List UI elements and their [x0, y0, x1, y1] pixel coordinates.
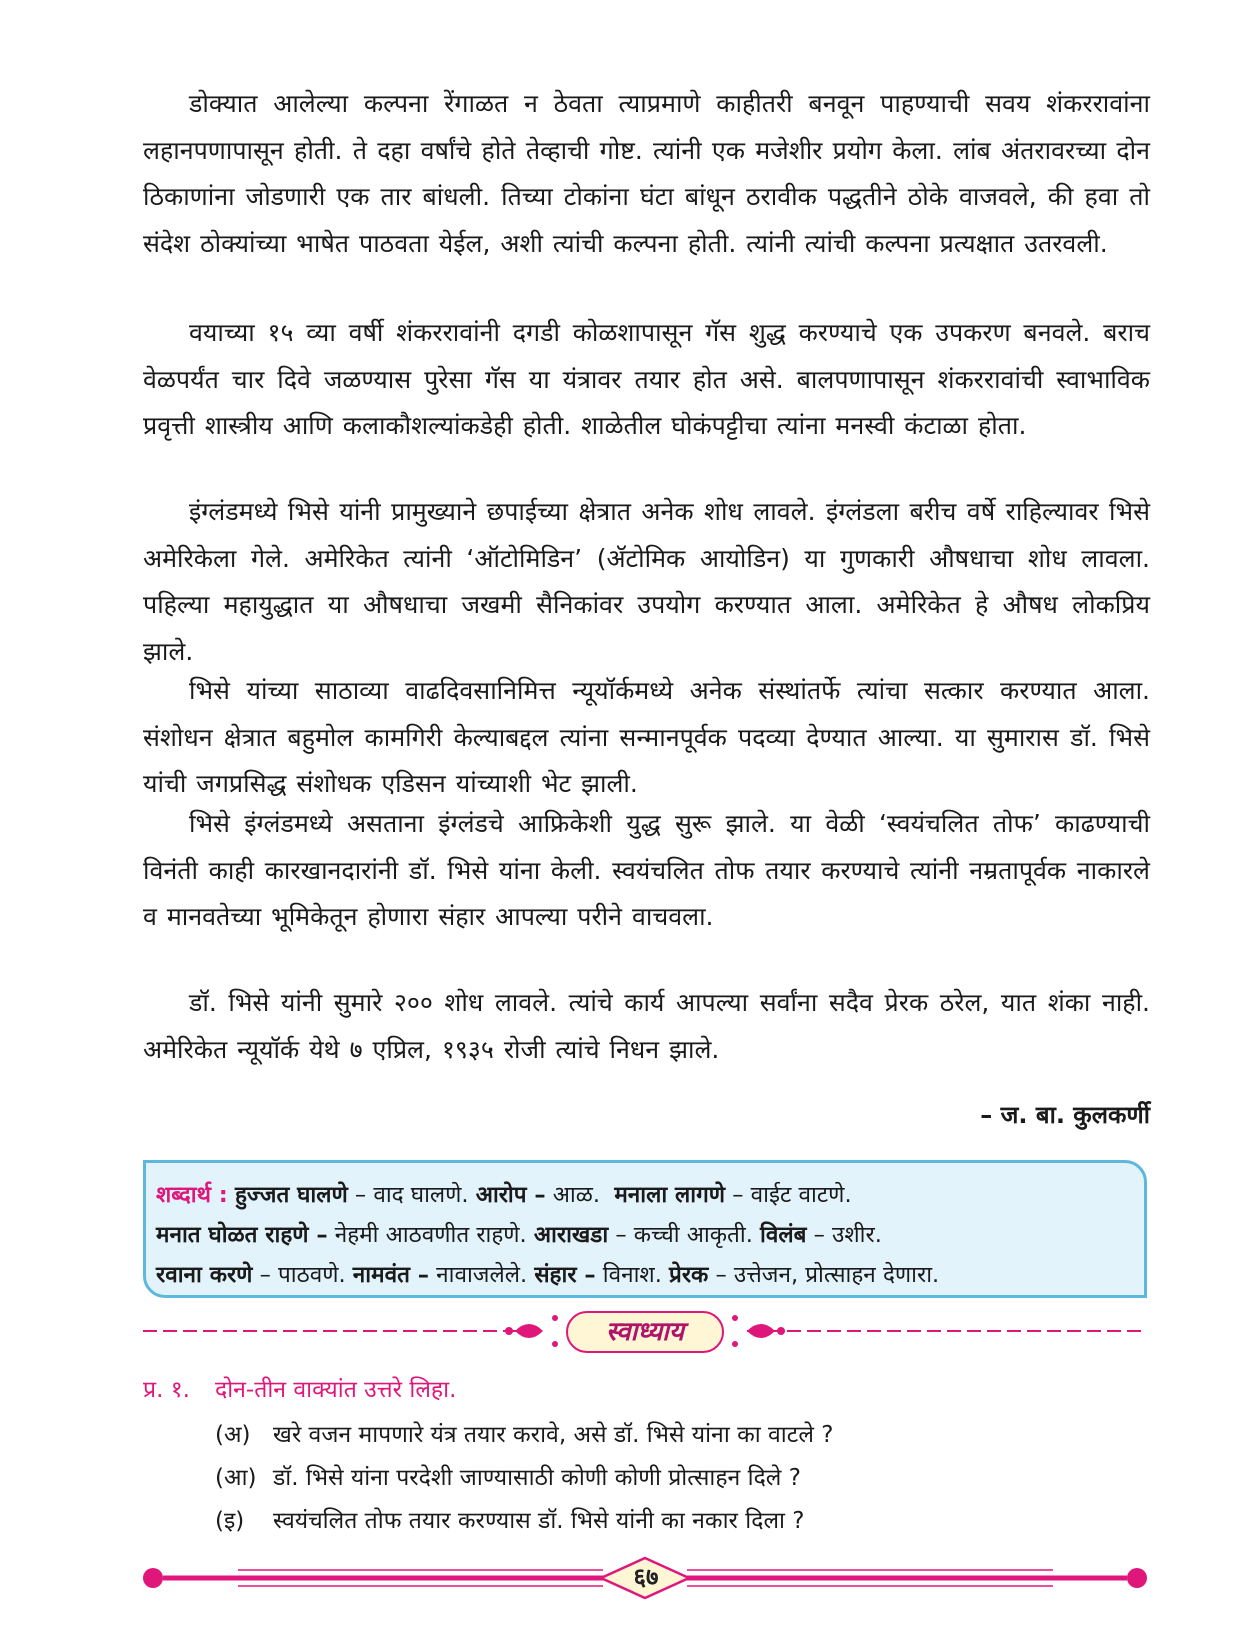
glossary-term: आराखडा: [533, 1222, 609, 1248]
paragraph-2: वयाच्या १५ व्या वर्षी शंकररावांनी दगडी कोळशापासून गॅस शुद्ध करण्याचे एक उपकरण बनवले. बराच वेळपर्यंत चार दिवे जळण्यास पुरेसा गॅस या यंत्रावर तयार होत असे. बालपणापासून शंकररावांची स्वाभाविक प्रवृत्ती शास्त्रीय आणि कलाकौशल्यांकडेही होती. शाळेतील घोकंपट्टीचा त्यांना मनस्वी कंटाळा होता.: [143, 318, 1150, 441]
glossary-meaning: उशीर.: [832, 1222, 882, 1248]
glossary-term: विलंब: [760, 1222, 807, 1248]
item-text: खरे वजन मापणारे यंत्र तयार करावे, असे डॉ. भिसे यांना का वाटले ?: [273, 1422, 834, 1448]
item-marker: (इ): [215, 1508, 245, 1534]
glossary-row-3: [156, 1255, 1134, 1295]
divider-flourish-right: [747, 1324, 775, 1338]
item-text: स्वयंचलित तोफ तयार करण्यास डॉ. भिसे यांनी का नकार दिला ?: [273, 1508, 805, 1534]
glossary-row-2: [156, 1215, 1134, 1255]
paragraph-6: डॉ. भिसे यांनी सुमारे २०० शोध लावले. त्यांचे कार्य आपल्या सर्वांना सदैव प्रेरक ठरेल, यात शंका नाही. अमेरिकेत न्यूयॉर्क येथे ७ एप्रिल, १९३५ रोजी त्यांचे निधन झाले.: [143, 988, 1150, 1064]
item-marker: (अ): [215, 1422, 251, 1448]
glossary-term: संहार –: [534, 1262, 596, 1288]
glossary-label: शब्दार्थ :: [156, 1182, 228, 1208]
glossary-meaning: वाद घालणे.: [373, 1182, 469, 1208]
glossary-sep: [328, 1222, 335, 1248]
glossary-term: मनाला लागणे: [614, 1182, 726, 1208]
glossary-box: [143, 1160, 1147, 1298]
glossary-term: रवाना करणे: [156, 1262, 253, 1288]
glossary-term: प्रेरक: [669, 1262, 709, 1288]
question-heading: [143, 1372, 456, 1404]
item-text: डॉ. भिसे यांना परदेशी जाण्यासाठी कोणी कोणी प्रोत्साहन दिले ?: [273, 1465, 801, 1491]
glossary-meaning: वाईट वाटणे.: [750, 1182, 852, 1208]
glossary-sep: [596, 1262, 603, 1288]
glossary-sep: –: [806, 1222, 833, 1248]
glossary-term: मनात घोळत राहणे –: [156, 1222, 328, 1248]
glossary-meaning: पाठवणे.: [278, 1262, 346, 1288]
divider-flourish-left: [515, 1324, 543, 1338]
glossary-sep: –: [725, 1182, 751, 1208]
author-credit: – ज. बा. कुलकर्णी: [980, 1101, 1150, 1129]
question-item-a: [215, 1417, 833, 1449]
paragraph-3: इंग्लंडमध्ये भिसे यांनी प्रामुख्याने छपाईच्या क्षेत्रात अनेक शोध लावले. इंग्लंडला बरीच वर्षे राहिल्यावर भिसे अमेरिकेला गेले. अमेरिकेत त्यांनी ‘ऑटोमिडिन’ (ॲटोमिक आयोडिन) या गुणकारी औषधाचा शोध लावला. पहिल्या महायुद्धात या औषधाचा जखमी सैनिकांवर उपयोग करण्यात आला. अमेरिकेत हे औषध लोकप्रिय झाले.: [143, 497, 1150, 666]
glossary-row-1: [156, 1175, 1134, 1215]
glossary-meaning: कच्ची आकृती.: [633, 1222, 753, 1248]
glossary-meaning: आळ.: [552, 1182, 601, 1208]
paragraph-1: डोक्यात आलेल्या कल्पना रेंगाळत न ठेवता त्याप्रमाणे काहीतरी बनवून पाहण्याची सवय शंकररावांना लहानपणापासून होती. ते दहा वर्षांचे होते तेव्हाची गोष्ट. त्यांनी एक मजेशीर प्रयोग केला. लांब अंतरावरच्या दोन ठिकाणांना जोडणारी एक तार बांधली. तिच्या टोकांना घंटा बांधून ठरावीक पद्धतीने ठोके वाजवले, की हवा तो संदेश ठोक्यांच्या भाषेत पाठवता येईल, अशी त्यांची कल्पना होती. त्यांनी त्यांची कल्पना प्रत्यक्षात उतरवली.: [143, 89, 1150, 258]
paragraph-5: भिसे इंग्लंडमध्ये असताना इंग्लंडचे आफ्रिकेशी युद्ध सुरू झाले. या वेळी ‘स्वयंचलित तोफ’ काढण्याची विनंती काही कारखानदारांनी डॉ. भिसे यांना केली. स्वयंचलित तोफ तयार करण्याचे त्यांनी नम्रतापूर्वक नाकारले व मानवतेच्या भूमिकेतून होणारा संहार आपल्या परीने वाचवला.: [143, 809, 1150, 932]
glossary-meaning: उत्तेजन, प्रोत्साहन देणारा.: [733, 1262, 940, 1288]
glossary-sep: –: [608, 1222, 634, 1248]
glossary-sep: –: [708, 1262, 734, 1288]
item-marker: (आ): [215, 1465, 257, 1491]
glossary-sep: –: [347, 1182, 374, 1208]
paragraph-4: भिसे यांच्या साठाव्या वाढदिवसानिमित्त न्यूयॉर्कमध्ये अनेक संस्थांतर्फे त्यांचा सत्कार करण्यात आला. संशोधन क्षेत्रात बहुमोल कामगिरी केल्याबद्दल त्यांना सन्मानपूर्वक पदव्या देण्यात आल्या. या सुमारास डॉ. भिसे यांची जगप्रसिद्ध संशोधक एडिसन यांच्याशी भेट झाली.: [143, 676, 1150, 799]
question-item-i: [215, 1503, 805, 1535]
question-number: प्र. १.: [143, 1377, 190, 1403]
exercise-title: स्वाध्याय: [566, 1311, 724, 1353]
question-title: दोन-तीन वाक्यांत उत्तरे लिहा.: [215, 1377, 457, 1403]
glossary-term: आरोप –: [475, 1182, 546, 1208]
glossary-term: नामवंत –: [352, 1262, 429, 1288]
page-number: ६७: [633, 1563, 659, 1591]
glossary-meaning: विनाश.: [602, 1262, 662, 1288]
glossary-sep: –: [252, 1262, 279, 1288]
glossary-term: हुज्जत घालणे: [234, 1182, 348, 1208]
glossary-meaning: नावाजलेले.: [436, 1262, 528, 1288]
question-item-aa: [215, 1460, 801, 1492]
glossary-sep: [546, 1182, 553, 1208]
glossary-meaning: नेहमी आठवणीत राहणे.: [334, 1222, 527, 1248]
